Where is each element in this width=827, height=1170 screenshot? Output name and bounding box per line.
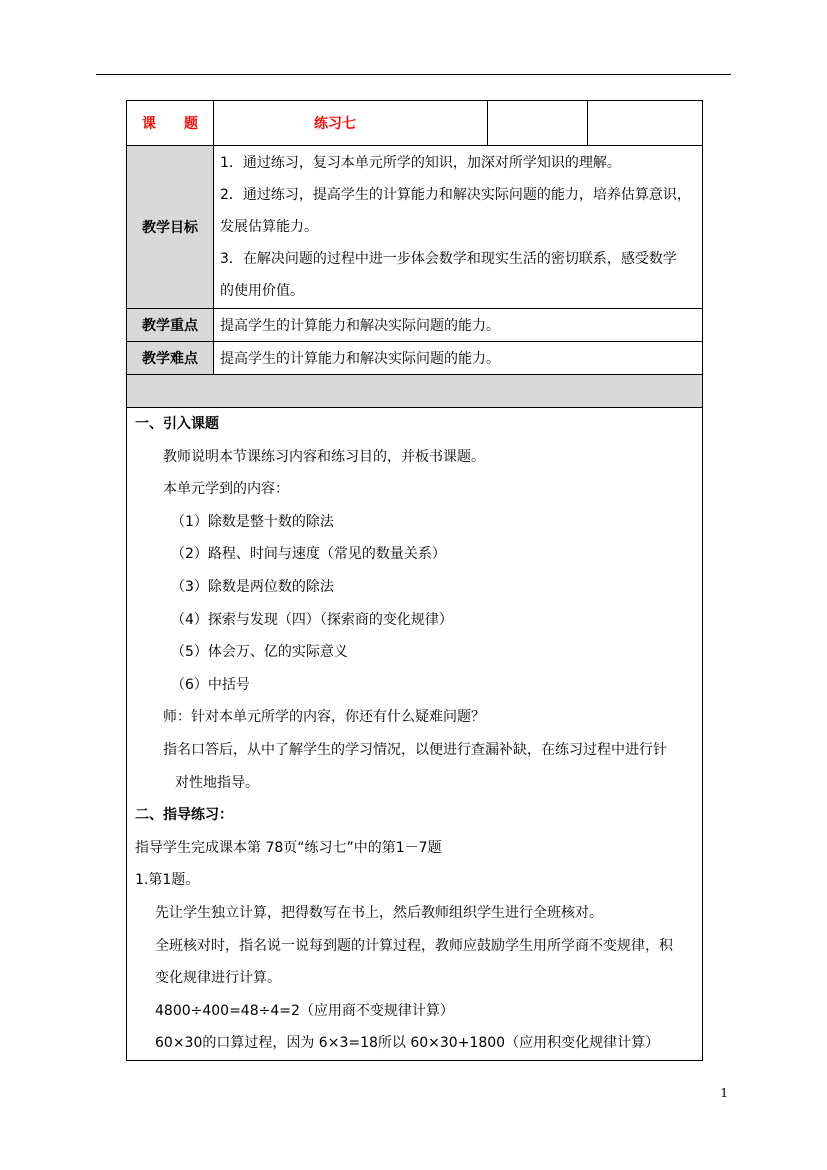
objectives-content bbox=[214, 146, 703, 309]
title-row bbox=[127, 101, 703, 146]
header-rule bbox=[96, 74, 731, 75]
content-list-item: （2）路程、时间与速度（常见的数量关系） bbox=[171, 546, 446, 563]
process-line: 全班核对时，指名说一说每到题的计算过程，教师应鼓励学生用所学商不变规律，积 bbox=[155, 937, 673, 954]
process-line: 对性地指导。 bbox=[175, 774, 259, 791]
process-line: 本单元学到的内容： bbox=[163, 481, 289, 498]
process-line: 教师说明本节课练习内容和练习目的，并板书课题。 bbox=[163, 448, 485, 465]
key-points-label: 教学重点 bbox=[127, 309, 214, 342]
key-points-row bbox=[127, 309, 703, 342]
objective-line: 发展估算能力。 bbox=[220, 219, 318, 235]
page-number: 1 bbox=[720, 1086, 728, 1100]
process-line: 1.第1题。 bbox=[135, 872, 200, 889]
gray-separator-row bbox=[127, 375, 703, 408]
content-list-item: （4）探索与发现（四）（探索商的变化规律） bbox=[171, 611, 453, 628]
formula-line: 60×30的口算过程，因为 6×3=18所以 60×30+1800（应用积变化规律计算） bbox=[155, 1035, 660, 1052]
lesson-plan-table bbox=[126, 100, 703, 1061]
objective-line: 3．在解决问题的过程中进一步体会数学和现实生活的密切联系，感受数学 bbox=[220, 251, 677, 267]
process-line: 先让学生独立计算，把得数写在书上，然后教师组织学生进行全班核对。 bbox=[155, 904, 603, 921]
gray-separator bbox=[127, 375, 703, 408]
process-row bbox=[127, 408, 703, 1061]
content-list-item: （1）除数是整十数的除法 bbox=[171, 513, 334, 530]
section-heading: 二、指导练习： bbox=[135, 807, 233, 824]
difficulties-text: 提高学生的计算能力和解决实际问题的能力。 bbox=[214, 342, 703, 375]
content-list-item: （3）除数是两位数的除法 bbox=[171, 578, 334, 595]
key-points-text: 提高学生的计算能力和解决实际问题的能力。 bbox=[214, 309, 703, 342]
teaching-process bbox=[127, 408, 703, 1061]
objective-line: 1．通过练习，复习本单元所学的知识，加深对所学知识的理解。 bbox=[220, 155, 621, 171]
process-line: 师：针对本单元所学的内容，你还有什么疑难问题？ bbox=[163, 709, 485, 726]
difficulties-label: 教学难点 bbox=[127, 342, 214, 375]
formula-line: 4800÷400=48÷4=2（应用商不变规律计算） bbox=[155, 1002, 454, 1019]
objective-line: 2．通过练习，提高学生的计算能力和解决实际问题的能力，培养估算意识， bbox=[220, 187, 691, 203]
content-list-item: （6）中括号 bbox=[171, 676, 250, 693]
process-line: 变化规律进行计算。 bbox=[155, 970, 281, 987]
objective-line: 的使用价值。 bbox=[220, 283, 304, 299]
title-empty-cell-1 bbox=[488, 101, 588, 146]
objectives-row bbox=[127, 146, 703, 309]
objectives-label: 教学目标 bbox=[127, 146, 214, 309]
difficulties-row bbox=[127, 342, 703, 375]
process-line: 指名口答后，从中了解学生的学习情况，以便进行查漏补缺，在练习过程中进行针 bbox=[163, 741, 667, 758]
title-empty-cell-2 bbox=[588, 101, 703, 146]
content-list-item: （5）体会万、亿的实际意义 bbox=[171, 644, 348, 661]
lesson-title: 练习七 bbox=[214, 101, 488, 146]
process-line: 指导学生完成课本第 78页“练习七”中的第1－7题 bbox=[135, 839, 442, 856]
title-label: 课 题 bbox=[127, 101, 214, 146]
section-heading: 一、引入课题 bbox=[135, 416, 219, 432]
